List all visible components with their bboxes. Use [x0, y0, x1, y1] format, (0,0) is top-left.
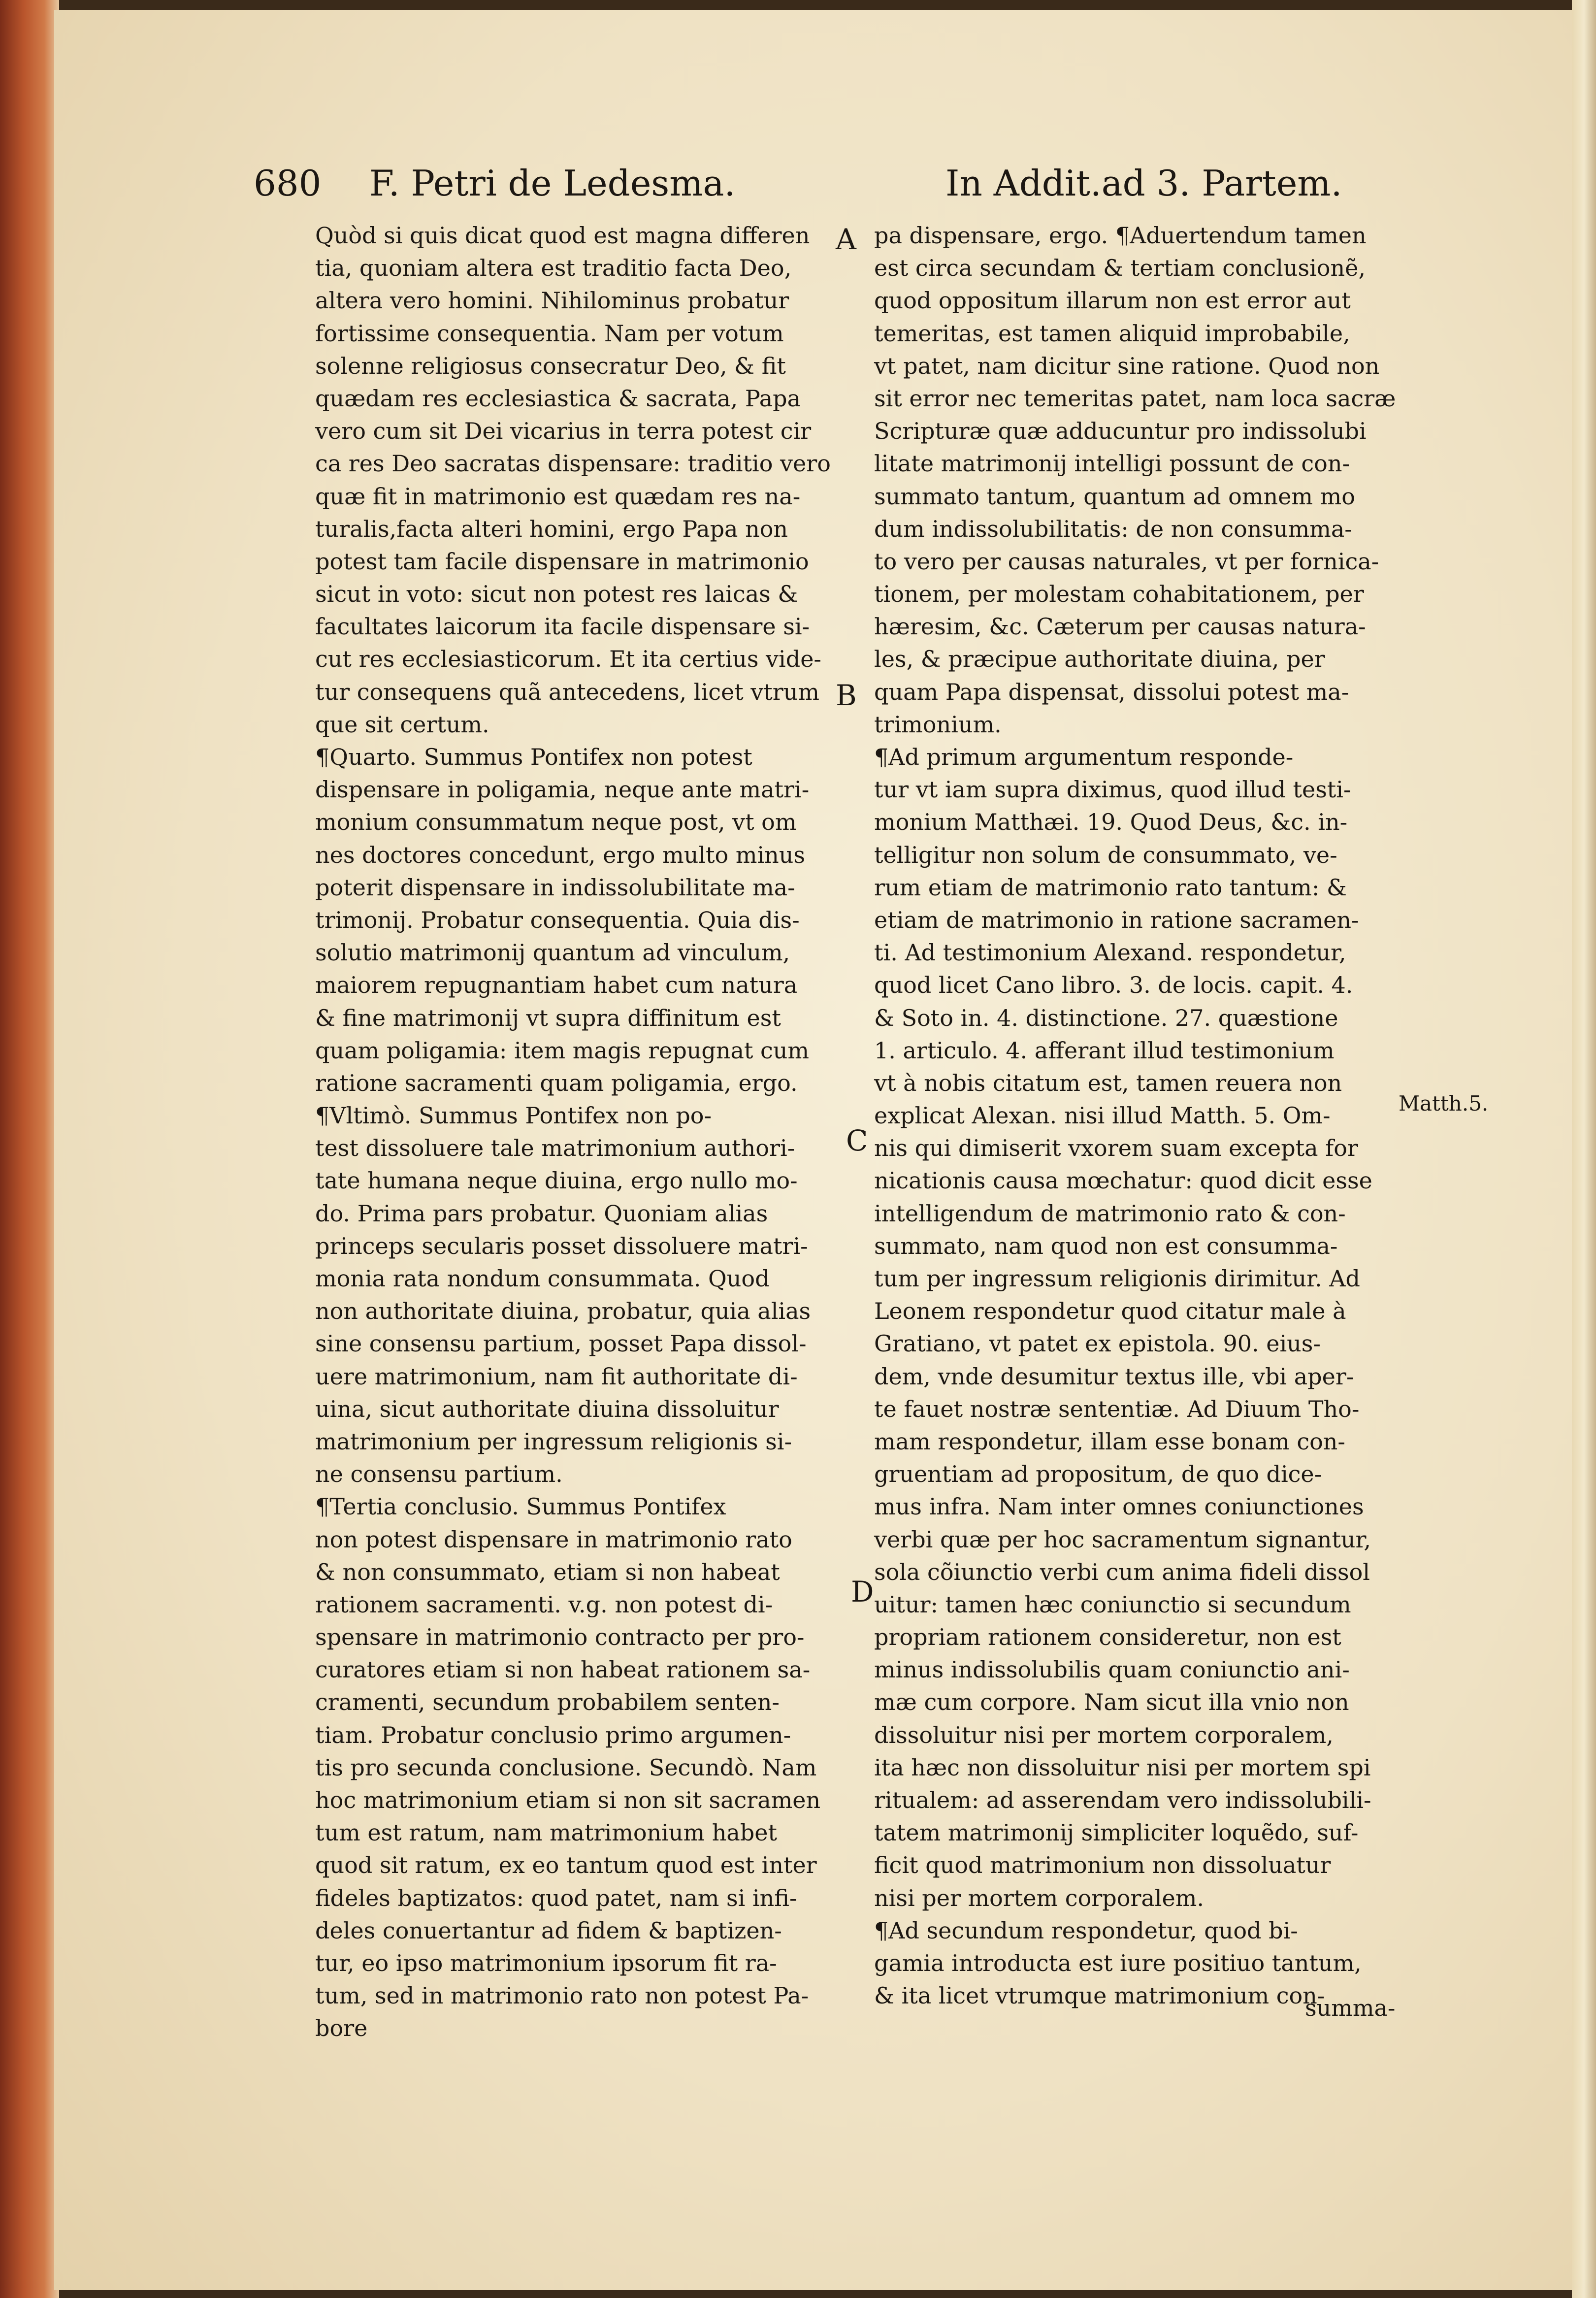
text-line: ¶Quarto. Summus Pontifex non potest	[315, 744, 752, 770]
text-line: deles conuertantur ad fidem & baptizen-	[315, 1917, 782, 1944]
text-line: mæ cum corpore. Nam sicut illa vnio non	[874, 1689, 1349, 1716]
running-title: F. Petri de Ledesma.	[369, 163, 736, 204]
text-line: nicationis causa mœchatur: quod dicit esse	[874, 1167, 1372, 1194]
text-line: 1. articulo. 4. afferant illud testimonium	[874, 1037, 1335, 1064]
text-line: sine consensu partium, posset Papa dissol-	[315, 1330, 807, 1357]
text-line: etiam de matrimonio in ratione sacramen-	[874, 906, 1359, 933]
text-line: cramenti, secundum probabilem senten-	[315, 1689, 780, 1716]
text-line: turalis,facta alteri homini, ergo Papa non	[315, 515, 788, 542]
text-line: test dissoluere tale matrimonium authori-	[315, 1135, 795, 1162]
text-line: quod oppositum illarum non est error aut	[874, 287, 1351, 314]
text-line: curatores etiam si non habeat rationem sa-	[315, 1656, 811, 1683]
text-line: quod sit ratum, ex eo tantum quod est inter	[315, 1852, 817, 1879]
text-line: quam poligamia: item magis repugnat cum	[315, 1037, 810, 1064]
text-line: uitur: tamen hæc coniunctio si secundum	[874, 1591, 1351, 1618]
text-line: intelligendum de matrimonio rato & con-	[874, 1200, 1346, 1227]
text-line: Scripturæ quæ adducuntur pro indissolubi	[874, 418, 1367, 445]
text-line: ratione sacramenti quam poligamia, ergo.	[315, 1069, 798, 1096]
text-line: matrimonium per ingressum religionis si-	[315, 1428, 792, 1455]
section-marker-d: D	[851, 1575, 874, 1609]
text-line: trimonium.	[874, 711, 1002, 738]
text-line: monium consummatum neque post, vt om	[315, 809, 797, 836]
text-line: rum etiam de matrimonio rato tantum: &	[874, 874, 1347, 901]
text-line: maiorem repugnantiam habet cum natura	[315, 972, 798, 999]
text-line: te fauet nostræ sententiæ. Ad Diuum Tho-	[874, 1395, 1360, 1422]
text-line: monium Matthæi. 19. Quod Deus, &c. in-	[874, 809, 1348, 836]
text-line: propriam rationem consideretur, non est	[874, 1624, 1341, 1651]
text-line: sola cõiunctio verbi cum anima fideli dissol	[874, 1558, 1370, 1585]
text-line: ficit quod matrimonium non dissoluatur	[874, 1852, 1331, 1879]
text-line: ¶Ad primum argumentum responde-	[874, 744, 1294, 770]
section-marker-b: B	[836, 679, 857, 712]
text-line: & non consummato, etiam si non habeat	[315, 1558, 780, 1585]
text-line: sit error nec temeritas patet, nam loca sacræ	[874, 385, 1396, 412]
text-line: tur consequens quã antecedens, licet vtrum	[315, 678, 820, 705]
text-line: tiam. Probatur conclusio primo argumen-	[315, 1721, 791, 1748]
text-line: que sit certum.	[315, 711, 489, 738]
text-line: solutio matrimonij quantum ad vinculum,	[315, 939, 790, 966]
text-line: litate matrimonij intelligi possunt de con-	[874, 450, 1350, 477]
text-line: nisi per mortem corporalem.	[874, 1884, 1204, 1911]
text-line: dem, vnde desumitur textus ille, vbi aper-	[874, 1363, 1354, 1390]
text-line: ne consensu partium.	[315, 1461, 563, 1488]
text-line: mam respondetur, illam esse bonam con-	[874, 1428, 1345, 1455]
text-line: summato tantum, quantum ad omnem mo	[874, 483, 1355, 510]
text-line: tatem matrimonij simpliciter loquẽdo, suf-	[874, 1819, 1359, 1846]
text-line: altera vero homini. Nihilominus probatur	[315, 287, 789, 314]
text-line: princeps secularis posset dissoluere matri-	[315, 1232, 808, 1259]
text-line: gruentiam ad propositum, de quo dice-	[874, 1461, 1322, 1488]
section-marker-a: A	[836, 223, 856, 256]
text-line: ca res Deo sacratas dispensare: traditio vero	[315, 450, 831, 477]
text-line: hoc matrimonium etiam si non sit sacramen	[315, 1787, 821, 1813]
text-line: cut res ecclesiasticorum. Et ita certius vide-	[315, 646, 821, 673]
text-line: do. Prima pars probatur. Quoniam alias	[315, 1200, 768, 1227]
text-line: tur vt iam supra diximus, quod illud testi-	[874, 776, 1351, 803]
text-line: Leonem respondetur quod citatur male à	[874, 1298, 1346, 1325]
text-line: ¶Vltimò. Summus Pontifex non po-	[315, 1102, 712, 1129]
text-line: quæ fit in matrimonio est quædam res na-	[315, 483, 801, 510]
text-line: monia rata nondum consummata. Quod	[315, 1265, 770, 1292]
text-line: quædam res ecclesiastica & sacrata, Papa	[315, 385, 801, 412]
text-line: Quòd si quis dicat quod est magna differen	[315, 222, 810, 249]
text-line: non authoritate diuina, probatur, quia alias	[315, 1298, 811, 1325]
left-text-column	[315, 219, 837, 2045]
text-line: summato, nam quod non est consumma-	[874, 1232, 1338, 1259]
text-line: solenne religiosus consecratur Deo, & fit	[315, 352, 786, 379]
margin-note: Matth.5.	[1399, 1091, 1489, 1116]
text-line: bore	[315, 2015, 368, 2042]
text-line: uina, sicut authoritate diuina dissoluitur	[315, 1395, 779, 1422]
text-line: ¶Tertia conclusio. Summus Pontifex	[315, 1493, 726, 1520]
text-line: & ita licet vtrumque matrimonium con-	[874, 1982, 1325, 2009]
text-line: quod licet Cano libro. 3. de locis. capit. 4.	[874, 972, 1353, 999]
text-line: ritualem: ad asserendam vero indissolubili-	[874, 1787, 1371, 1813]
text-line: fideles baptizatos: quod patet, nam si infi-	[315, 1884, 797, 1911]
text-line: tis pro secunda conclusione. Secundò. Nam	[315, 1754, 817, 1781]
text-line: minus indissolubilis quam coniunctio ani-	[874, 1656, 1350, 1683]
page-edge-left	[0, 0, 59, 2298]
text-line: fortissime consequentia. Nam per votum	[315, 320, 784, 347]
text-line: tur, eo ipso matrimonium ipsorum fit ra-	[315, 1949, 777, 1976]
text-line: & fine matrimonij vt supra diffinitum est	[315, 1004, 781, 1031]
text-line: pa dispensare, ergo. ¶Aduertendum tamen	[874, 222, 1367, 249]
text-line: uere matrimonium, nam fit authoritate di-	[315, 1363, 798, 1390]
text-line: Gratiano, vt patet ex epistola. 90. eius-	[874, 1330, 1321, 1357]
text-line: mus infra. Nam inter omnes coniunctiones	[874, 1493, 1364, 1520]
text-line: tate humana neque diuina, ergo nullo mo-	[315, 1167, 798, 1194]
text-line: explicat Alexan. nisi illud Matth. 5. Om-	[874, 1102, 1331, 1129]
chapter-title: In Addit.ad 3. Partem.	[945, 163, 1342, 204]
text-line: non potest dispensare in matrimonio rato	[315, 1526, 792, 1553]
text-line: rationem sacramenti. v.g. non potest di-	[315, 1591, 773, 1618]
text-line: vt patet, nam dicitur sine ratione. Quod non	[874, 352, 1380, 379]
text-line: tum, sed in matrimonio rato non potest Pa-	[315, 1982, 809, 2009]
text-line: spensare in matrimonio contracto per pro-	[315, 1624, 805, 1651]
text-line: dum indissolubilitatis: de non consumma-	[874, 515, 1352, 542]
text-line: ¶Ad secundum respondetur, quod bi-	[874, 1917, 1298, 1944]
text-line: tum est ratum, nam matrimonium habet	[315, 1819, 777, 1846]
text-line: vero cum sit Dei vicarius in terra potest cir	[315, 418, 812, 445]
section-marker-c: C	[846, 1124, 868, 1157]
text-line: les, & præcipue authoritate diuina, per	[874, 646, 1325, 673]
text-line: nis qui dimiserit vxorem suam excepta for	[874, 1135, 1358, 1162]
text-line: quam Papa dispensat, dissolui potest ma-	[874, 678, 1349, 705]
text-line: telligitur non solum de consummato, ve-	[874, 841, 1337, 868]
text-line: sicut in voto: sicut non potest res laicas &	[315, 581, 798, 608]
text-line: potest tam facile dispensare in matrimonio	[315, 548, 809, 575]
text-line: tum per ingressum religionis dirimitur. Ad	[874, 1265, 1360, 1292]
text-line: temeritas, est tamen aliquid improbabile,	[874, 320, 1350, 347]
text-line: tia, quoniam altera est traditio facta Deo,	[315, 255, 792, 282]
text-line: gamia introducta est iure positiuo tantum,	[874, 1949, 1362, 1976]
catchword: summa-	[1305, 1995, 1396, 2021]
text-line: est circa secundam & tertiam conclusionẽ,	[874, 255, 1366, 282]
text-line: trimonij. Probatur consequentia. Quia dis-	[315, 906, 800, 933]
text-line: verbi quæ per hoc sacramentum signantur,	[874, 1526, 1371, 1553]
page-header	[0, 163, 1596, 217]
text-line: tionem, per molestam cohabitationem, per	[874, 581, 1364, 608]
text-line: vt à nobis citatum est, tamen reuera non	[874, 1069, 1342, 1096]
text-line: nes doctores concedunt, ergo multo minus	[315, 841, 806, 868]
page-number: 680	[254, 163, 322, 204]
page-edge-right	[1572, 0, 1596, 2298]
text-line: ita hæc non dissoluitur nisi per mortem spi	[874, 1754, 1371, 1781]
text-line: hæresim, &c. Cæterum per causas natura-	[874, 613, 1366, 640]
text-line: to vero per causas naturales, vt per fornica-	[874, 548, 1379, 575]
text-line: & Soto in. 4. distinctione. 27. quæstione	[874, 1004, 1338, 1031]
right-text-column	[874, 219, 1406, 2012]
text-line: facultates laicorum ita facile dispensare si-	[315, 613, 810, 640]
text-line: ti. Ad testimonium Alexand. respondetur,	[874, 939, 1346, 966]
text-line: poterit dispensare in indissolubilitate ma-	[315, 874, 795, 901]
text-line: dispensare in poligamia, neque ante matri-	[315, 776, 810, 803]
text-line: dissoluitur nisi per mortem corporalem,	[874, 1721, 1334, 1748]
